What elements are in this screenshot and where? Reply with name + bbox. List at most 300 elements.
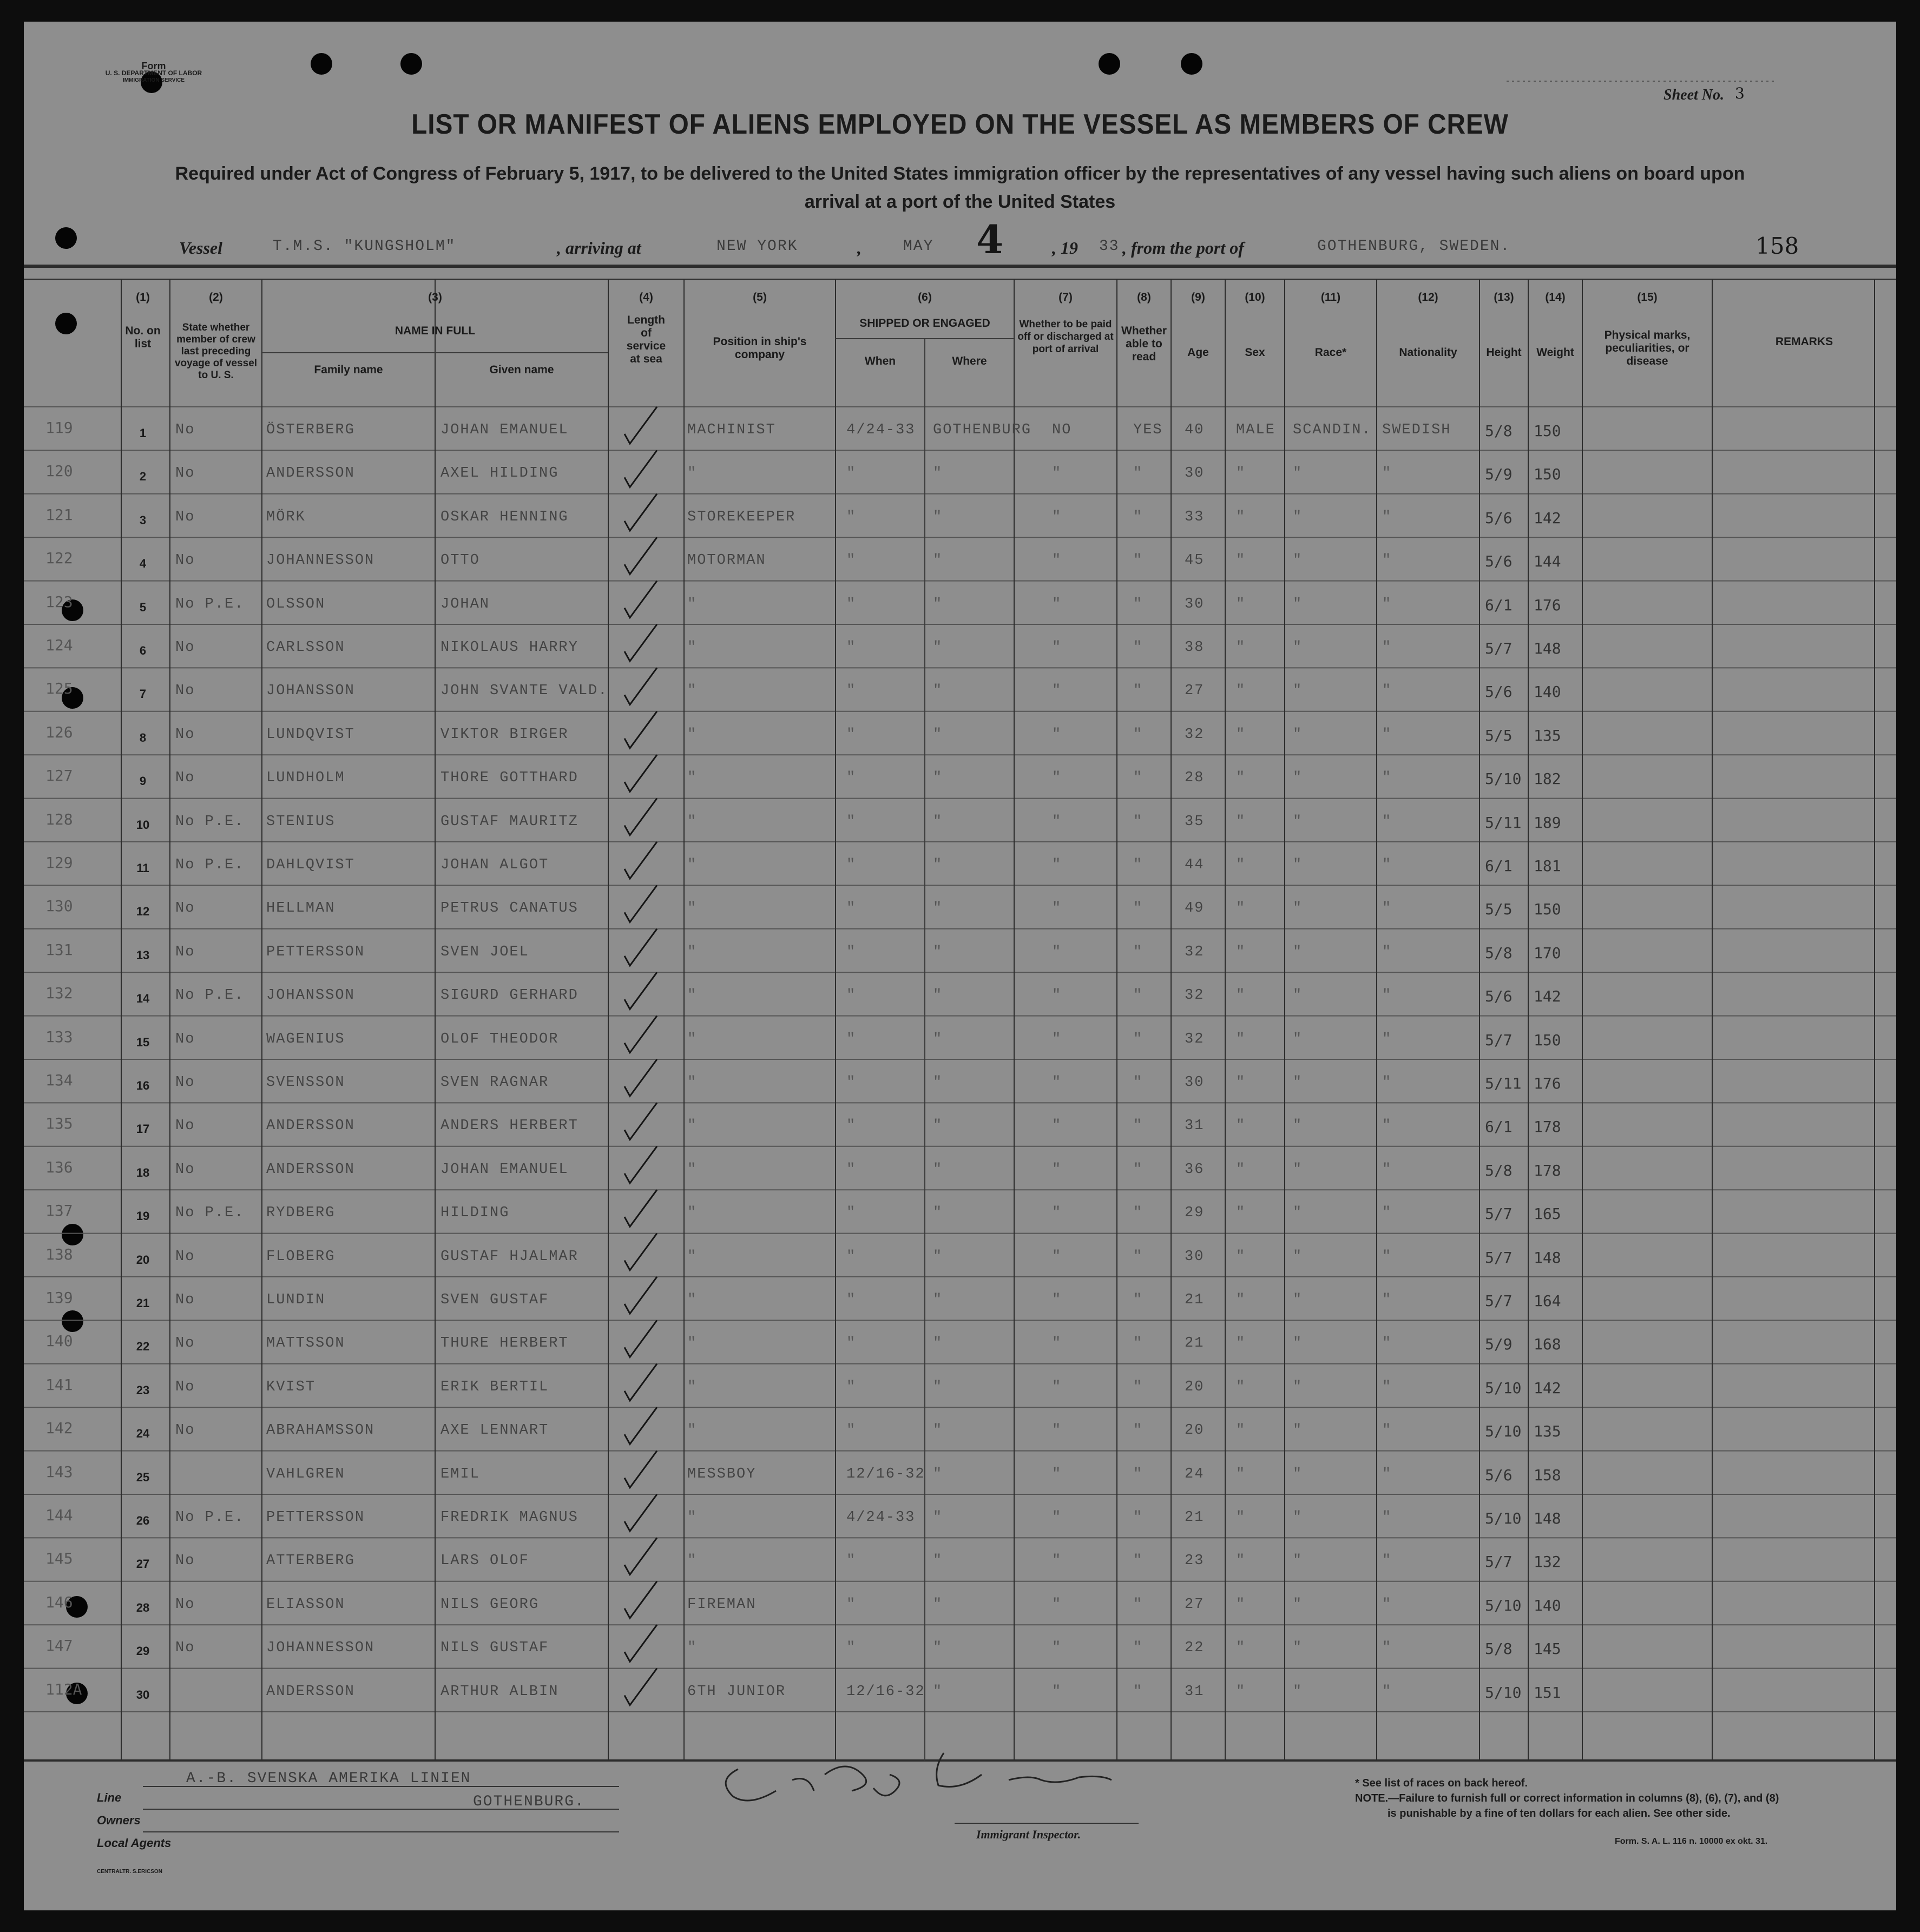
sex: " <box>1236 596 1246 612</box>
sex: " <box>1236 639 1246 656</box>
shipped-where: GOTHENBURG <box>933 422 1032 438</box>
margin-number: 124 <box>45 636 73 654</box>
height: 5/6 <box>1485 552 1513 571</box>
nationality: " <box>1382 1379 1392 1395</box>
age: 21 <box>1185 1292 1205 1308</box>
given-name-header: Given name <box>489 364 554 376</box>
age: 21 <box>1185 1335 1205 1352</box>
shipped-where: " <box>933 726 943 743</box>
position: STOREKEEPER <box>687 509 796 525</box>
shipped-where: " <box>933 1379 943 1395</box>
previous-voyage: No P.E. <box>175 857 245 873</box>
family-name: PETTERSSON <box>266 944 365 960</box>
given-name: JOHN SVANTE VALD. <box>440 683 608 700</box>
service-checkmark <box>624 842 657 879</box>
col-11-number: (11) <box>1320 291 1341 304</box>
nationality: " <box>1382 596 1392 612</box>
list-number: 30 <box>136 1687 150 1702</box>
paid-off: " <box>1052 1031 1062 1047</box>
age: 44 <box>1185 857 1205 873</box>
service-checkmark <box>624 755 657 792</box>
position: " <box>687 1248 698 1265</box>
weight: 142 <box>1534 987 1561 1006</box>
shipped-when: " <box>846 1031 857 1047</box>
margin-number: 129 <box>45 854 73 872</box>
weight: 145 <box>1534 1640 1561 1658</box>
shipped-when: " <box>846 900 857 917</box>
list-number: 7 <box>139 687 147 701</box>
weight: 148 <box>1534 1248 1561 1267</box>
position: " <box>687 857 698 873</box>
weight: 132 <box>1534 1553 1561 1571</box>
race: " <box>1293 596 1303 612</box>
service-checkmark <box>624 885 657 922</box>
able-to-read: " <box>1133 1335 1143 1352</box>
shipped-when: " <box>846 813 857 830</box>
height: 5/5 <box>1485 726 1513 744</box>
family-name: MÖRK <box>266 509 306 525</box>
shipped-where: " <box>933 465 943 482</box>
paid-off: " <box>1052 1422 1062 1439</box>
line-label: Line <box>97 1791 122 1804</box>
height: 5/7 <box>1485 1553 1513 1571</box>
list-number: 22 <box>136 1340 150 1354</box>
paid-off: " <box>1052 1509 1062 1526</box>
nationality: " <box>1382 552 1392 569</box>
form-label: Form <box>141 61 166 71</box>
position: " <box>687 1292 698 1308</box>
col-9-number: (9) <box>1191 291 1205 304</box>
sex: " <box>1236 726 1246 743</box>
nationality: " <box>1382 509 1392 525</box>
age: 30 <box>1185 596 1205 612</box>
service-checkmark <box>624 711 657 748</box>
weight: 144 <box>1534 552 1561 571</box>
given-name: SIGURD GERHARD <box>440 987 578 1004</box>
age: 31 <box>1185 1118 1205 1135</box>
age: 35 <box>1185 813 1205 830</box>
sex: " <box>1236 1422 1246 1439</box>
list-number: 20 <box>136 1252 150 1267</box>
list-number: 2 <box>139 470 147 484</box>
service-label: IMMIGRATION SERVICE <box>122 77 185 83</box>
position: FIREMAN <box>687 1596 757 1613</box>
position: " <box>687 987 698 1004</box>
previous-voyage: No <box>175 1074 195 1091</box>
manifest-sheet <box>24 22 1896 1910</box>
margin-number: 140 <box>45 1332 73 1350</box>
age: 29 <box>1185 1205 1205 1222</box>
nationality: " <box>1382 1422 1392 1439</box>
race: " <box>1293 1379 1303 1395</box>
col-10-header: Sex <box>1245 346 1265 359</box>
paid-off: " <box>1052 900 1062 917</box>
shipped-when: 4/24-33 <box>846 1509 916 1526</box>
sex: " <box>1236 1683 1246 1700</box>
col-9-header: Age <box>1187 346 1209 359</box>
given-name: OLOF THEODOR <box>440 1031 559 1047</box>
height: 5/8 <box>1485 1161 1513 1179</box>
age: 22 <box>1185 1640 1205 1657</box>
family-name: HELLMAN <box>266 900 336 917</box>
nationality: " <box>1382 1074 1392 1091</box>
given-name: JOHAN ALGOT <box>440 857 549 873</box>
weight: 178 <box>1534 1118 1561 1136</box>
footnote-races: * See list of races on back hereof. <box>1355 1777 1528 1789</box>
margin-number: 146 <box>45 1593 73 1611</box>
margin-number: 112A <box>45 1680 82 1698</box>
margin-number: 130 <box>45 897 73 915</box>
position: " <box>687 813 698 830</box>
service-checkmark <box>624 494 657 531</box>
position: " <box>687 770 698 787</box>
sex: " <box>1236 1379 1246 1395</box>
shipped-when: " <box>846 596 857 612</box>
list-number: 15 <box>136 1035 150 1049</box>
shipped-where: " <box>933 1422 943 1439</box>
service-checkmark <box>624 1364 657 1401</box>
nationality: " <box>1382 1031 1392 1047</box>
paid-off: " <box>1052 552 1062 569</box>
able-to-read: " <box>1133 1509 1143 1526</box>
able-to-read: " <box>1133 1074 1143 1091</box>
race: " <box>1293 683 1303 700</box>
service-checkmark <box>624 972 657 1009</box>
height: 5/7 <box>1485 1205 1513 1223</box>
nationality: " <box>1382 1292 1392 1308</box>
nationality: " <box>1382 1205 1392 1222</box>
position: MOTORMAN <box>687 552 766 569</box>
weight: 140 <box>1534 683 1561 701</box>
list-number: 12 <box>136 905 150 919</box>
margin-number: 123 <box>45 592 73 611</box>
shipped-where: " <box>933 857 943 873</box>
race: " <box>1293 944 1303 960</box>
previous-voyage: No <box>175 1422 195 1439</box>
paid-off: " <box>1052 1466 1062 1482</box>
shipped-when: " <box>846 639 857 656</box>
able-to-read: " <box>1133 596 1143 612</box>
able-to-read: " <box>1133 726 1143 743</box>
printer-mark: CENTRALTR. S.ERICSON <box>97 1869 162 1875</box>
able-to-read: " <box>1133 509 1143 525</box>
shipped-when: " <box>846 1596 857 1613</box>
sex: " <box>1236 1161 1246 1178</box>
margin-number: 143 <box>45 1462 73 1481</box>
given-name: SVEN GUSTAF <box>440 1292 549 1308</box>
margin-number: 139 <box>45 1289 73 1307</box>
race: " <box>1293 1509 1303 1526</box>
height: 5/9 <box>1485 465 1513 484</box>
paid-off: " <box>1052 1205 1062 1222</box>
previous-voyage: No <box>175 1292 195 1308</box>
col-1-number: (1) <box>136 291 150 304</box>
nationality: " <box>1382 1118 1392 1135</box>
family-name: ÖSTERBERG <box>266 422 355 438</box>
shipped-when: " <box>846 857 857 873</box>
shipped-where: " <box>933 1292 943 1308</box>
department-label: U. S. DEPARTMENT OF LABOR <box>105 69 202 77</box>
sex: " <box>1236 1292 1246 1308</box>
family-name: JOHANNESSON <box>266 552 375 569</box>
sex: " <box>1236 1248 1246 1265</box>
list-number: 9 <box>139 774 147 788</box>
given-name: HILDING <box>440 1205 510 1222</box>
age: 30 <box>1185 1074 1205 1091</box>
paid-off: " <box>1052 509 1062 525</box>
col-10-number: (10) <box>1245 291 1265 304</box>
shipped-when: " <box>846 726 857 743</box>
margin-number: 133 <box>45 1027 73 1046</box>
col-7-header: Whether to be paid off or discharged at port of arrival <box>1017 319 1114 355</box>
vessel-label: Vessel <box>179 238 222 258</box>
previous-voyage: No <box>175 1553 195 1570</box>
able-to-read: " <box>1133 1161 1143 1178</box>
margin-number: 138 <box>45 1245 73 1263</box>
height: 5/10 <box>1485 1379 1522 1397</box>
weight: 150 <box>1534 1031 1561 1049</box>
race: " <box>1293 726 1303 743</box>
arriving-label: , arriving at <box>557 238 641 258</box>
height: 5/10 <box>1485 1422 1522 1441</box>
shipped-when: 12/16-32 <box>846 1683 925 1700</box>
height: 5/6 <box>1485 683 1513 701</box>
position: " <box>687 1379 698 1395</box>
footnote-fine-2: is punishable by a fine of ten dollars for each alien. See other side. <box>1388 1808 1731 1819</box>
age: 32 <box>1185 944 1205 960</box>
weight: 150 <box>1534 422 1561 440</box>
list-number: 3 <box>139 513 147 527</box>
nationality: " <box>1382 465 1392 482</box>
family-name: WAGENIUS <box>266 1031 345 1047</box>
family-name: SVENSSON <box>266 1074 345 1091</box>
family-name: LUNDHOLM <box>266 770 345 787</box>
race: " <box>1293 1118 1303 1135</box>
shipped-where: " <box>933 1509 943 1526</box>
age: 27 <box>1185 1596 1205 1613</box>
family-name: DAHLQVIST <box>266 857 355 873</box>
list-number: 11 <box>136 861 149 875</box>
nationality: " <box>1382 987 1392 1004</box>
paid-off: " <box>1052 1553 1062 1570</box>
margin-number: 147 <box>45 1637 73 1655</box>
paid-off: " <box>1052 770 1062 787</box>
paid-off: " <box>1052 857 1062 873</box>
list-number: 16 <box>136 1079 150 1092</box>
weight: 150 <box>1534 465 1561 484</box>
paid-off: " <box>1052 465 1062 482</box>
paid-off: " <box>1052 1379 1062 1395</box>
previous-voyage: No <box>175 1640 195 1657</box>
paid-off: " <box>1052 1335 1062 1352</box>
age: 20 <box>1185 1379 1205 1395</box>
age: 36 <box>1185 1161 1205 1178</box>
given-name: SVEN JOEL <box>440 944 529 960</box>
family-name: OLSSON <box>266 596 326 612</box>
shipped-when: 12/16-32 <box>846 1466 925 1482</box>
race: " <box>1293 1683 1303 1700</box>
nationality: " <box>1382 944 1392 960</box>
family-name: MATTSSON <box>266 1335 345 1352</box>
col-2-header: State whether member of crew last preceding voyage of vessel to U. S. <box>174 322 258 381</box>
family-name: JOHANNESSON <box>266 1640 375 1657</box>
weight: 151 <box>1534 1683 1561 1702</box>
height: 5/5 <box>1485 900 1513 919</box>
race: " <box>1293 900 1303 917</box>
race: " <box>1293 552 1303 569</box>
position: " <box>687 683 698 700</box>
shipped-when: " <box>846 1422 857 1439</box>
list-number: 19 <box>136 1209 150 1223</box>
paid-off: " <box>1052 1161 1062 1178</box>
shipped-where: " <box>933 1596 943 1613</box>
race: " <box>1293 1205 1303 1222</box>
race: " <box>1293 1335 1303 1352</box>
family-name: RYDBERG <box>266 1205 336 1222</box>
shipped-when: " <box>846 1248 857 1265</box>
given-name: THURE HERBERT <box>440 1335 569 1352</box>
list-number: 28 <box>136 1600 150 1614</box>
service-checkmark <box>624 1016 657 1053</box>
weight: 158 <box>1534 1466 1561 1484</box>
able-to-read: " <box>1133 1248 1143 1265</box>
age: 27 <box>1185 683 1205 700</box>
position: " <box>687 1161 698 1178</box>
shipped-where: " <box>933 1640 943 1657</box>
height: 5/7 <box>1485 1031 1513 1049</box>
list-number: 23 <box>136 1383 150 1397</box>
list-number: 27 <box>136 1557 150 1571</box>
position: " <box>687 596 698 612</box>
col-12-header: Nationality <box>1399 346 1457 359</box>
race: " <box>1293 1292 1303 1308</box>
sex: " <box>1236 813 1246 830</box>
nationality: " <box>1382 1248 1392 1265</box>
service-checkmark <box>624 1538 657 1574</box>
col-4-number: (4) <box>639 291 653 304</box>
col-12-number: (12) <box>1418 291 1438 304</box>
margin-number: 144 <box>45 1506 73 1524</box>
position: 6TH JUNIOR <box>687 1683 786 1700</box>
able-to-read: " <box>1133 1640 1143 1657</box>
position: " <box>687 900 698 917</box>
age: 32 <box>1185 987 1205 1004</box>
age: 32 <box>1185 1031 1205 1047</box>
able-to-read: " <box>1133 639 1143 656</box>
shipped-where: " <box>933 596 943 612</box>
sex: " <box>1236 1205 1246 1222</box>
margin-number: 141 <box>45 1375 73 1394</box>
race: SCANDIN. <box>1293 422 1372 438</box>
margin-number: 128 <box>45 810 73 828</box>
position: " <box>687 1553 698 1570</box>
shipped-where: " <box>933 944 943 960</box>
position: " <box>687 1118 698 1135</box>
line-value: A.-B. SVENSKA AMERIKA LINIEN <box>186 1770 471 1787</box>
given-name: JOHAN EMANUEL <box>440 422 569 438</box>
owners-value: GOTHENBURG. <box>473 1793 585 1810</box>
weight: 178 <box>1534 1161 1561 1179</box>
shipped-where: " <box>933 1118 943 1135</box>
age: 40 <box>1185 422 1205 438</box>
shipped-where: " <box>933 1683 943 1700</box>
weight: 189 <box>1534 813 1561 832</box>
list-number: 25 <box>136 1470 150 1484</box>
service-checkmark <box>624 450 657 487</box>
paid-off: " <box>1052 683 1062 700</box>
given-name: EMIL <box>440 1466 480 1482</box>
nationality: " <box>1382 1509 1392 1526</box>
shipped-where: " <box>933 639 943 656</box>
nationality: " <box>1382 1640 1392 1657</box>
col-4-header: Length of service at sea <box>626 314 666 365</box>
col-8-header: Whether able to read <box>1121 325 1167 363</box>
sex: " <box>1236 1509 1246 1526</box>
given-name: AXEL HILDING <box>440 465 559 482</box>
col-14-number: (14) <box>1545 291 1566 304</box>
margin-number: 126 <box>45 723 73 741</box>
footnote-fine-1: NOTE.—Failure to furnish full or correct information in columns (8), (6), (7), and (8) <box>1355 1792 1779 1804</box>
height: 5/6 <box>1485 509 1513 527</box>
nationality: SWEDISH <box>1382 422 1451 438</box>
col-2-number: (2) <box>209 291 223 304</box>
shipped-where: " <box>933 1161 943 1178</box>
shipped-where: " <box>933 552 943 569</box>
paid-off: " <box>1052 1640 1062 1657</box>
subtitle-line-1: Required under Act of Congress of February 5, 1917, to be delivered to the United States immigration officer by the representatives of any vessel having such aliens on board upon <box>175 163 1745 184</box>
given-name: AXE LENNART <box>440 1422 549 1439</box>
remarks-header: REMARKS <box>1775 335 1833 348</box>
shipped-where: " <box>933 987 943 1004</box>
family-name-header: Family name <box>314 364 383 376</box>
position: " <box>687 1205 698 1222</box>
height: 5/8 <box>1485 944 1513 962</box>
paid-off: " <box>1052 1596 1062 1613</box>
height: 5/10 <box>1485 1596 1522 1614</box>
race: " <box>1293 1031 1303 1047</box>
age: 32 <box>1185 726 1205 743</box>
sex: " <box>1236 1466 1246 1482</box>
col-5-number: (5) <box>753 291 767 304</box>
height: 6/1 <box>1485 596 1513 614</box>
age: 28 <box>1185 770 1205 787</box>
family-name: JOHANSSON <box>266 683 355 700</box>
where-header: Where <box>952 355 987 367</box>
vessel-name: T.M.S. "KUNGSHOLM" <box>273 238 456 255</box>
shipped-when: " <box>846 683 857 700</box>
given-name: NIKOLAUS HARRY <box>440 639 578 656</box>
age: 23 <box>1185 1553 1205 1570</box>
sex: " <box>1236 1553 1246 1570</box>
given-name: NILS GUSTAF <box>440 1640 549 1657</box>
able-to-read: " <box>1133 1379 1143 1395</box>
margin-number: 137 <box>45 1202 73 1220</box>
page-title: LIST OR MANIFEST OF ALIENS EMPLOYED ON THE VESSEL AS MEMBERS OF CREW <box>411 109 1509 140</box>
able-to-read: " <box>1133 944 1143 960</box>
local-agents-label: Local Agents <box>97 1836 172 1850</box>
race: " <box>1293 509 1303 525</box>
paid-off: " <box>1052 596 1062 612</box>
height: 5/7 <box>1485 1292 1513 1310</box>
margin-number: 122 <box>45 549 73 568</box>
margin-number: 121 <box>45 505 73 524</box>
previous-voyage: No <box>175 1161 195 1178</box>
paid-off: " <box>1052 639 1062 656</box>
height: 5/7 <box>1485 639 1513 657</box>
service-checkmark <box>624 1625 657 1661</box>
age: 38 <box>1185 639 1205 656</box>
previous-voyage: No <box>175 1335 195 1352</box>
